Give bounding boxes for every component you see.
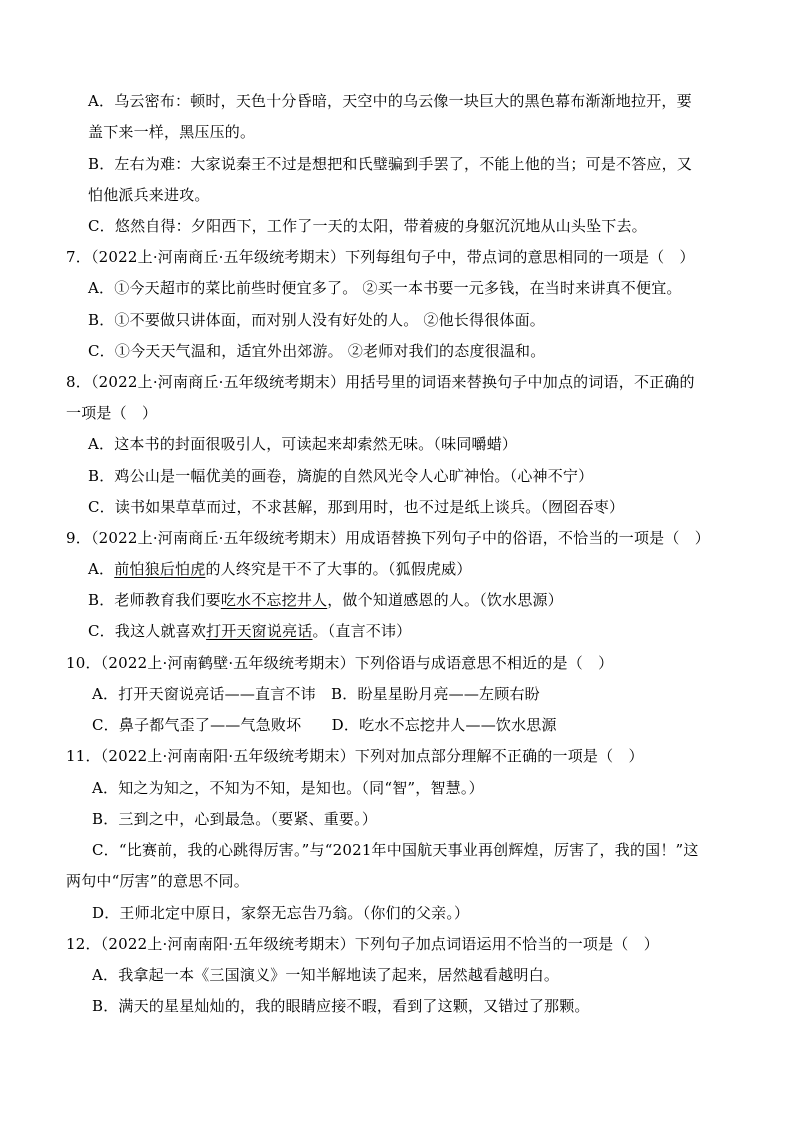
q6-option-b-line2: 怕他派兵来进攻。 — [88, 186, 210, 204]
q7-stem: 7．（2022上·河南商丘·五年级统考期末）下列每组句子中，带点词的意思相同的一项是（ ） — [66, 248, 695, 266]
q6-option-a-line2: 盖下来一样，黑压压的。 — [88, 123, 256, 141]
q11-option-b: B．三到之中，心到最急。（要紧、重要。） — [92, 810, 378, 828]
option-rest: 的人终究是干不了大事的。（狐假虎威） — [205, 560, 472, 578]
q11-option-d: D．王师北定中原日，家祭无忘告乃翁。（你们的父亲。） — [92, 904, 470, 922]
underlined-idiom: 打开天窗说亮话 — [206, 622, 313, 640]
option-rest: ，做个知道感恩的人。（饮水思源） — [327, 591, 563, 609]
q11-option-c-line1: C．“比赛前，我的心跳得厉害。”与“2021年中国航天事业再创辉煌，厉害了，我的国！”这 — [92, 841, 699, 859]
q6-option-c: C．悠然自得：夕阳西下，工作了一天的太阳，带着疲的身躯沉沉地从山头坠下去。 — [88, 217, 647, 235]
q12-stem: 12．（2022上·河南南阳·五年级统考期末）下列句子加点词语运用不恰当的一项是（ ） — [66, 935, 659, 953]
q9-option-c — [88, 621, 411, 641]
q11-option-c-line2: 两句中“厉害”的意思不同。 — [66, 872, 249, 890]
option-rest: 。（直言不讳） — [312, 622, 412, 640]
q10-options-ab: A．打开天窗说亮话——直言不讳 B．盼星星盼月亮——左顾右盼 — [92, 685, 540, 703]
underlined-idiom: 前怕狼后怕虎 — [114, 560, 206, 578]
q9-stem: 9．（2022上·河南商丘·五年级统考期末）用成语替换下列句子中的俗语，不恰当的一项是（ ） — [66, 529, 710, 547]
q8-stem-line1: 8．（2022上·河南商丘·五年级统考期末）用括号里的词语来替换句子中加点的词语，不正确的 — [66, 373, 695, 391]
q12-option-a: A．我拿起一本《三国演义》一知半解地读了起来，居然越看越明白。 — [92, 966, 560, 984]
underlined-idiom: 吃水不忘挖井人 — [220, 591, 328, 609]
q8-option-b: B．鸡公山是一幅优美的画卷，旖旎的自然风光令人心旷神怡。（心神不宁） — [88, 467, 594, 485]
q11-stem: 11．（2022上·河南南阳·五年级统考期末）下列对加点部分理解不正确的一项是（ ） — [66, 747, 644, 765]
q7-option-a: A．①今天超市的菜比前些时便宜多了。 ②买一本书要一元多钱，在当时来讲真不便宜。 — [88, 279, 682, 297]
q6-option-a-line1: A．乌云密布：顿时，天色十分昏暗，天空中的乌云像一块巨大的黑色幕布渐渐地拉开，要 — [88, 92, 692, 110]
q8-option-c: C．读书如果草草而过，不求甚解，那到用时，也不过是纸上谈兵。（囫囵吞枣） — [88, 498, 625, 516]
q7-option-b: B．①不要做只讲体面，而对别人没有好处的人。 ②他长得很体面。 — [88, 311, 545, 329]
q10-stem: 10．（2022上·河南鹤壁·五年级统考期末）下列俗语与成语意思不相近的是（ ） — [66, 654, 614, 672]
q9-option-a — [88, 559, 472, 579]
q7-option-c: C．①今天天气温和，适宜外出郊游。 ②老师对我们的态度很温和。 — [88, 342, 546, 360]
q9-option-b — [88, 590, 563, 610]
option-prefix: B．老师教育我们要 — [88, 591, 221, 609]
q12-option-b: B．满天的星星灿灿的，我的眼睛应接不暇，看到了这颗，又错过了那颗。 — [92, 997, 590, 1015]
option-prefix: C．我这人就喜欢 — [88, 622, 207, 640]
option-prefix: A． — [88, 560, 115, 578]
q8-option-a: A．这本书的封面很吸引人，可读起来却索然无味。（味同嚼蜡） — [88, 435, 518, 453]
q11-option-a: A．知之为知之，不知为不知，是知也。（同“智”，智慧。） — [92, 779, 484, 797]
q10-options-cd: C．鼻子都气歪了——气急败坏 D．吃水不忘挖井人——饮水思源 — [92, 716, 557, 734]
q8-stem-line2: 一项是（ ） — [66, 404, 158, 422]
q6-option-b-line1: B．左右为难：大家说秦王不过是想把和氏璧骗到手罢了，不能上他的当；可是不答应，又 — [88, 155, 693, 173]
